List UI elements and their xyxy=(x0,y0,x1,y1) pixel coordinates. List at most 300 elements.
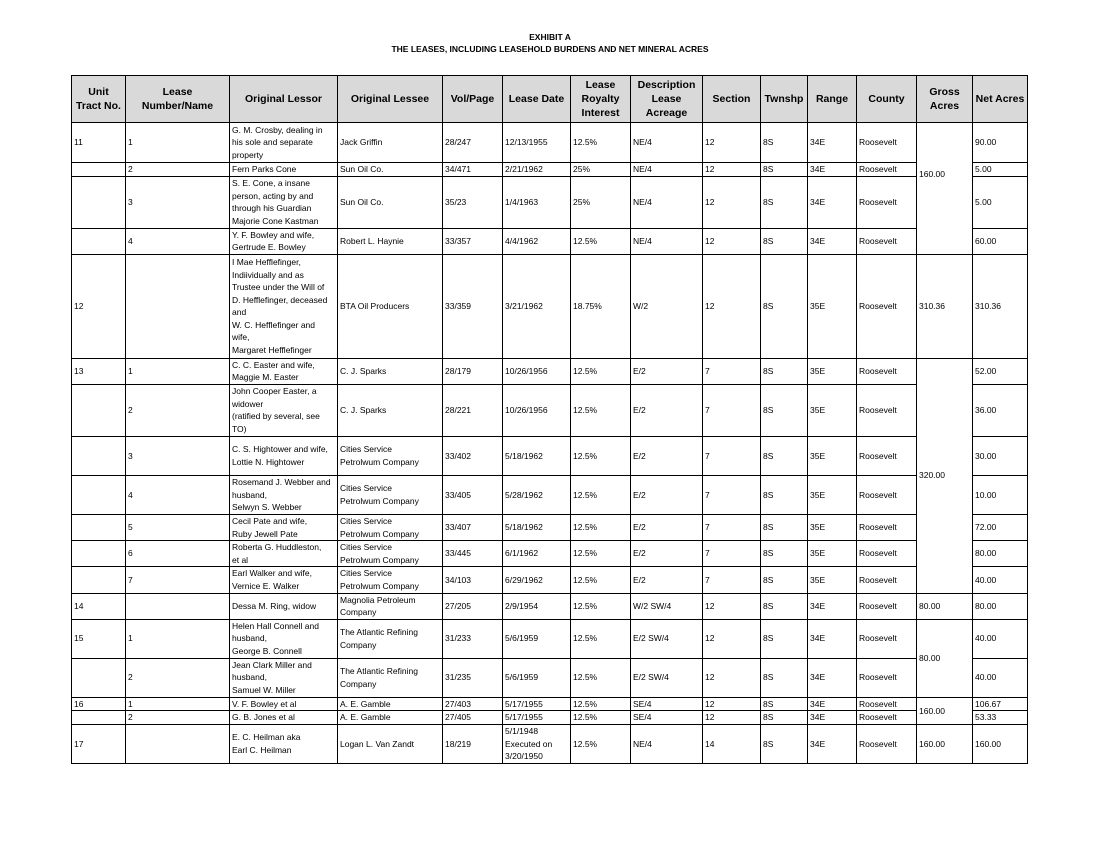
table-row xyxy=(72,697,1028,711)
cell-original-lessor-line: widower xyxy=(232,398,264,409)
cell-section: 7 xyxy=(703,514,761,540)
cell-section: 12 xyxy=(703,123,761,163)
cell-vol-page: 28/179 xyxy=(443,358,503,384)
cell-net-acres: 90.00 xyxy=(973,123,1028,163)
cell-original-lessor xyxy=(230,619,338,658)
cell-range: 34E xyxy=(808,163,857,177)
cell-county: Roosevelt xyxy=(857,384,917,436)
cell-lease-date xyxy=(503,697,571,711)
cell-original-lessee-line: Sun Oil Co. xyxy=(340,196,384,207)
cell-original-lessor-line: E. C. Heilman aka xyxy=(232,732,301,743)
cell-royalty: 12.5% xyxy=(571,384,631,436)
cell-lease-number: 6 xyxy=(126,541,230,567)
cell-county: Roosevelt xyxy=(857,176,917,228)
cell-original-lessor-line: TO) xyxy=(232,424,247,435)
cell-original-lessor-line: Fern Parks Cone xyxy=(232,164,297,174)
cell-original-lessor xyxy=(230,658,338,697)
cell-original-lessor-line: G. B. Jones et al xyxy=(232,712,295,723)
cell-original-lessor-line: Y. F. Bowley and wife, xyxy=(232,229,315,240)
cell-vol-page: 28/247 xyxy=(443,123,503,163)
table-row xyxy=(72,475,1028,514)
cell-lease-date-line: 5/17/1955 xyxy=(505,712,543,723)
cell-original-lessor xyxy=(230,436,338,475)
cell-royalty: 12.5% xyxy=(571,436,631,475)
header-text: Lease Acreage xyxy=(645,93,688,119)
cell-original-lessor-line: husband, xyxy=(232,633,267,644)
cell-description: NE/4 xyxy=(631,163,703,177)
cell-range: 34E xyxy=(808,724,857,763)
cell-twnshp: 8S xyxy=(761,541,808,567)
cell-original-lessor-line: and xyxy=(232,307,247,318)
cell-unit-tract xyxy=(72,475,126,514)
cell-original-lessee xyxy=(338,123,443,163)
cell-range: 34E xyxy=(808,711,857,725)
cell-county: Roosevelt xyxy=(857,475,917,514)
cell-unit-tract xyxy=(72,658,126,697)
cell-unit-tract: 13 xyxy=(72,358,126,384)
cell-vol-page: 18/219 xyxy=(443,724,503,763)
cell-net-acres: 40.00 xyxy=(973,619,1028,658)
cell-net-acres: 40.00 xyxy=(973,567,1028,593)
header-text: County xyxy=(868,93,905,105)
header-county xyxy=(857,76,917,123)
cell-section: 7 xyxy=(703,384,761,436)
cell-original-lessee-line: A. E. Gamble xyxy=(340,698,391,709)
cell-original-lessor-line: Ruby Jewell Pate xyxy=(232,528,298,539)
cell-original-lessor xyxy=(230,384,338,436)
cell-original-lessee-line: The Atlantic Refining xyxy=(340,627,418,638)
cell-lease-date xyxy=(503,176,571,228)
cell-net-acres: 80.00 xyxy=(973,593,1028,619)
cell-vol-page: 27/205 xyxy=(443,593,503,619)
cell-lease-date-line: 2/9/1954 xyxy=(505,600,539,611)
cell-original-lessor-line: Samuel W. Miller xyxy=(232,685,296,696)
cell-original-lessor xyxy=(230,254,338,358)
cell-original-lessee-line: BTA Oil Producers xyxy=(340,300,410,311)
cell-section: 14 xyxy=(703,724,761,763)
cell-original-lessor-line: Helen Hall Connell and xyxy=(232,620,319,631)
table-row xyxy=(72,567,1028,593)
cell-section: 7 xyxy=(703,358,761,384)
cell-original-lessor xyxy=(230,541,338,567)
cell-royalty: 25% xyxy=(571,176,631,228)
header-original-lessee xyxy=(338,76,443,123)
cell-county: Roosevelt xyxy=(857,163,917,177)
cell-lease-date xyxy=(503,619,571,658)
cell-range: 35E xyxy=(808,541,857,567)
cell-twnshp: 8S xyxy=(761,567,808,593)
cell-lease-date-line: 6/29/1962 xyxy=(505,574,543,585)
cell-lease-date-line: 5/6/1959 xyxy=(505,633,539,644)
cell-county: Roosevelt xyxy=(857,254,917,358)
header-twnshp xyxy=(761,76,808,123)
header-net-acres xyxy=(973,76,1028,123)
cell-original-lessee-line: Cities Service xyxy=(340,483,392,494)
cell-original-lessee-line: Company xyxy=(340,639,377,650)
cell-royalty: 25% xyxy=(571,163,631,177)
cell-unit-tract xyxy=(72,228,126,254)
cell-original-lessor xyxy=(230,514,338,540)
header-unit-tract xyxy=(72,76,126,123)
cell-unit-tract: 16 xyxy=(72,697,126,711)
header-text: Range xyxy=(815,93,849,105)
cell-lease-date-line: 6/1/1962 xyxy=(505,548,539,559)
cell-description: NE/4 xyxy=(631,176,703,228)
cell-vol-page: 33/402 xyxy=(443,436,503,475)
cell-section: 7 xyxy=(703,567,761,593)
cell-description: W/2 SW/4 xyxy=(631,593,703,619)
cell-original-lessor xyxy=(230,567,338,593)
cell-lease-number: 4 xyxy=(126,228,230,254)
cell-twnshp: 8S xyxy=(761,593,808,619)
cell-description: NE/4 xyxy=(631,724,703,763)
cell-original-lessor-line: Majorie Cone Kastman xyxy=(232,215,319,226)
cell-original-lessee xyxy=(338,228,443,254)
cell-lease-number xyxy=(126,724,230,763)
header-text: Original Lessee xyxy=(350,93,430,105)
cell-unit-tract: 12 xyxy=(72,254,126,358)
cell-gross-acres: 80.00 xyxy=(917,593,973,619)
cell-vol-page: 27/403 xyxy=(443,697,503,711)
cell-county: Roosevelt xyxy=(857,436,917,475)
cell-original-lessee xyxy=(338,254,443,358)
cell-section: 12 xyxy=(703,254,761,358)
cell-net-acres: 5.00 xyxy=(973,176,1028,228)
cell-vol-page: 34/103 xyxy=(443,567,503,593)
cell-vol-page: 31/235 xyxy=(443,658,503,697)
cell-lease-date xyxy=(503,228,571,254)
header-text: Royalty xyxy=(581,93,620,105)
cell-unit-tract xyxy=(72,436,126,475)
cell-vol-page: 33/359 xyxy=(443,254,503,358)
leases-table xyxy=(71,75,1028,764)
cell-county: Roosevelt xyxy=(857,593,917,619)
cell-original-lessee xyxy=(338,475,443,514)
cell-original-lessee-line: Robert L. Haynie xyxy=(340,235,404,246)
cell-unit-tract xyxy=(72,567,126,593)
header-text: Lease Date xyxy=(508,93,565,105)
cell-lease-date-line: 3/21/1962 xyxy=(505,300,543,311)
cell-section: 12 xyxy=(703,697,761,711)
header-text: Lease xyxy=(585,79,616,91)
cell-original-lessee xyxy=(338,436,443,475)
cell-lease-date-line: 10/26/1956 xyxy=(505,366,548,377)
cell-lease-date xyxy=(503,514,571,540)
cell-unit-tract xyxy=(72,514,126,540)
cell-range: 34E xyxy=(808,176,857,228)
cell-royalty: 12.5% xyxy=(571,697,631,711)
cell-description: E/2 xyxy=(631,541,703,567)
cell-royalty: 12.5% xyxy=(571,228,631,254)
header-lease-number xyxy=(126,76,230,123)
cell-twnshp: 8S xyxy=(761,123,808,163)
cell-original-lessor-line: V. F. Bowley et al xyxy=(232,698,297,709)
cell-original-lessee xyxy=(338,176,443,228)
cell-section: 12 xyxy=(703,619,761,658)
cell-original-lessee-line: Company xyxy=(340,607,377,618)
cell-original-lessor-line: I Mae Hefflefinger, xyxy=(232,256,301,267)
cell-section: 12 xyxy=(703,711,761,725)
cell-royalty: 12.5% xyxy=(571,658,631,697)
cell-description: NE/4 xyxy=(631,123,703,163)
title-line-2: THE LEASES, INCLUDING LEASEHOLD BURDENS AND NET MINERAL ACRES xyxy=(391,44,709,54)
cell-original-lessee-line: Cities Service xyxy=(340,568,392,579)
cell-lease-number: 2 xyxy=(126,658,230,697)
cell-original-lessee-line: Petrolwum Company xyxy=(340,580,419,591)
cell-original-lessor xyxy=(230,176,338,228)
cell-royalty: 12.5% xyxy=(571,567,631,593)
table-row xyxy=(72,711,1028,725)
cell-original-lessee-line: Petrolwum Company xyxy=(340,528,419,539)
cell-unit-tract xyxy=(72,711,126,725)
cell-original-lessor xyxy=(230,697,338,711)
cell-original-lessor-line: Vernice E. Walker xyxy=(232,580,300,591)
cell-twnshp: 8S xyxy=(761,475,808,514)
cell-county: Roosevelt xyxy=(857,697,917,711)
cell-vol-page: 33/357 xyxy=(443,228,503,254)
cell-original-lessee-line: C. J. Sparks xyxy=(340,405,387,416)
cell-gross-acres: 160.00 xyxy=(917,724,973,763)
cell-original-lessee-line: Cities Service xyxy=(340,542,392,553)
cell-royalty: 12.5% xyxy=(571,358,631,384)
cell-lease-date-line: 4/4/1962 xyxy=(505,235,539,246)
cell-lease-number: 1 xyxy=(126,697,230,711)
cell-original-lessor-line: Maggie M. Easter xyxy=(232,372,299,383)
cell-vol-page: 33/445 xyxy=(443,541,503,567)
header-original-lessor xyxy=(230,76,338,123)
cell-original-lessee-line: Sun Oil Co. xyxy=(340,164,384,174)
cell-original-lessor-line: George B. Connell xyxy=(232,646,302,657)
cell-unit-tract: 14 xyxy=(72,593,126,619)
cell-county: Roosevelt xyxy=(857,619,917,658)
cell-gross-acres: 160.00 xyxy=(917,123,973,255)
cell-net-acres: 30.00 xyxy=(973,436,1028,475)
cell-net-acres: 106.67 xyxy=(973,697,1028,711)
cell-original-lessor-line: person, acting by and xyxy=(232,190,314,201)
cell-original-lessee-line: C. J. Sparks xyxy=(340,366,387,377)
cell-gross-acres: 80.00 xyxy=(917,619,973,697)
cell-lease-date xyxy=(503,384,571,436)
cell-original-lessee xyxy=(338,658,443,697)
cell-unit-tract xyxy=(72,384,126,436)
cell-gross-acres: 160.00 xyxy=(917,697,973,724)
cell-lease-number: 4 xyxy=(126,475,230,514)
cell-description: E/2 SW/4 xyxy=(631,619,703,658)
cell-original-lessor-line: Cecil Pate and wife, xyxy=(232,515,308,526)
cell-royalty: 12.5% xyxy=(571,475,631,514)
cell-original-lessor-line: through his Guardian xyxy=(232,203,312,214)
cell-original-lessor xyxy=(230,358,338,384)
cell-original-lessee-line: Company xyxy=(340,678,377,689)
table-row xyxy=(72,436,1028,475)
table-row xyxy=(72,384,1028,436)
table-row xyxy=(72,228,1028,254)
cell-net-acres: 72.00 xyxy=(973,514,1028,540)
cell-lease-date xyxy=(503,724,571,763)
cell-net-acres: 40.00 xyxy=(973,658,1028,697)
cell-net-acres: 52.00 xyxy=(973,358,1028,384)
cell-net-acres: 160.00 xyxy=(973,724,1028,763)
cell-original-lessor-line: husband, xyxy=(232,489,267,500)
cell-twnshp: 8S xyxy=(761,514,808,540)
cell-original-lessor-line: Lottie N. Hightower xyxy=(232,456,305,467)
cell-lease-date xyxy=(503,358,571,384)
cell-original-lessor xyxy=(230,163,338,177)
cell-original-lessor-line: Roberta G. Huddleston, xyxy=(232,542,322,553)
cell-twnshp: 8S xyxy=(761,176,808,228)
cell-net-acres: 310.36 xyxy=(973,254,1028,358)
cell-original-lessee-line: Cities Service xyxy=(340,515,392,526)
cell-original-lessor-line: Margaret Hefflefinger xyxy=(232,345,312,356)
cell-range: 35E xyxy=(808,514,857,540)
table-row xyxy=(72,163,1028,177)
cell-original-lessor-line: Earl C. Heilman xyxy=(232,744,292,755)
cell-original-lessee-line: Cities Service xyxy=(340,444,392,455)
cell-original-lessee-line: A. E. Gamble xyxy=(340,712,391,723)
header-vol-page xyxy=(443,76,503,123)
cell-original-lessor-line: Gertrude E. Bowley xyxy=(232,242,306,253)
header-gross-acres xyxy=(917,76,973,123)
cell-original-lessee xyxy=(338,384,443,436)
cell-range: 35E xyxy=(808,436,857,475)
cell-vol-page: 33/407 xyxy=(443,514,503,540)
cell-original-lessor-line: John Cooper Easter, a xyxy=(232,386,317,397)
cell-twnshp: 8S xyxy=(761,711,808,725)
cell-description: E/2 xyxy=(631,384,703,436)
cell-county: Roosevelt xyxy=(857,541,917,567)
header-lease-date xyxy=(503,76,571,123)
cell-twnshp: 8S xyxy=(761,436,808,475)
cell-section: 12 xyxy=(703,163,761,177)
cell-original-lessor-line: (ratified by several, see xyxy=(232,411,320,422)
cell-twnshp: 8S xyxy=(761,228,808,254)
cell-lease-date-line: 3/20/1950 xyxy=(505,751,543,762)
cell-lease-date-line: 10/26/1956 xyxy=(505,405,548,416)
cell-county: Roosevelt xyxy=(857,228,917,254)
cell-range: 34E xyxy=(808,619,857,658)
cell-lease-date xyxy=(503,658,571,697)
cell-original-lessor xyxy=(230,475,338,514)
cell-section: 7 xyxy=(703,475,761,514)
cell-original-lessee-line: Petrolwum Company xyxy=(340,456,419,467)
cell-vol-page: 27/405 xyxy=(443,711,503,725)
table-row xyxy=(72,254,1028,358)
cell-vol-page: 28/221 xyxy=(443,384,503,436)
cell-net-acres: 53.33 xyxy=(973,711,1028,725)
cell-description: SE/4 xyxy=(631,697,703,711)
cell-royalty: 12.5% xyxy=(571,593,631,619)
cell-original-lessor-line: Dessa M. Ring, widow xyxy=(232,600,317,611)
cell-original-lessee xyxy=(338,724,443,763)
cell-lease-date-line: 5/6/1959 xyxy=(505,672,539,683)
table-row xyxy=(72,358,1028,384)
cell-county: Roosevelt xyxy=(857,123,917,163)
cell-twnshp: 8S xyxy=(761,658,808,697)
cell-lease-date xyxy=(503,436,571,475)
cell-original-lessee xyxy=(338,697,443,711)
cell-original-lessee-line: Jack Griffin xyxy=(340,137,383,148)
cell-net-acres: 60.00 xyxy=(973,228,1028,254)
table-row xyxy=(72,176,1028,228)
cell-lease-date-line: 5/28/1962 xyxy=(505,489,543,500)
cell-lease-number: 2 xyxy=(126,711,230,725)
cell-net-acres: 36.00 xyxy=(973,384,1028,436)
table-row xyxy=(72,658,1028,697)
header-text: Vol/Page xyxy=(450,93,495,105)
cell-lease-number: 3 xyxy=(126,436,230,475)
cell-original-lessor xyxy=(230,228,338,254)
header-text: Twnshp xyxy=(764,93,804,105)
cell-lease-number: 2 xyxy=(126,163,230,177)
cell-original-lessor-line: property xyxy=(232,149,264,160)
cell-original-lessor xyxy=(230,724,338,763)
cell-unit-tract: 11 xyxy=(72,123,126,163)
cell-lease-date-line: 5/18/1962 xyxy=(505,450,543,461)
cell-original-lessor-line: W. C. Hefflefinger and xyxy=(232,319,315,330)
cell-original-lessor-line: his sole and separate xyxy=(232,137,313,148)
cell-original-lessee-line: Magnolia Petroleum xyxy=(340,594,416,605)
cell-description: E/2 xyxy=(631,475,703,514)
cell-original-lessor-line: et al xyxy=(232,554,249,565)
cell-original-lessor xyxy=(230,593,338,619)
cell-county: Roosevelt xyxy=(857,567,917,593)
cell-original-lessor-line: S. E. Cone, a insane xyxy=(232,177,310,188)
cell-royalty: 12.5% xyxy=(571,711,631,725)
cell-range: 34E xyxy=(808,228,857,254)
cell-description: E/2 xyxy=(631,436,703,475)
cell-net-acres: 80.00 xyxy=(973,541,1028,567)
header-text: Tract No. xyxy=(76,100,121,112)
header-text: Gross xyxy=(929,86,960,98)
cell-section: 7 xyxy=(703,436,761,475)
cell-unit-tract xyxy=(72,163,126,177)
table-row xyxy=(72,724,1028,763)
cell-lease-date xyxy=(503,475,571,514)
header-section xyxy=(703,76,761,123)
cell-lease-date-line: 5/18/1962 xyxy=(505,522,543,533)
cell-lease-number: 1 xyxy=(126,123,230,163)
title-line-1: EXHIBIT A xyxy=(529,32,571,42)
cell-original-lessee xyxy=(338,711,443,725)
cell-lease-date xyxy=(503,593,571,619)
cell-original-lessor-line: Trustee under the Will of xyxy=(232,282,325,293)
cell-net-acres: 5.00 xyxy=(973,163,1028,177)
cell-royalty: 12.5% xyxy=(571,514,631,540)
cell-lease-number: 7 xyxy=(126,567,230,593)
cell-original-lessee-line: The Atlantic Refining xyxy=(340,666,418,677)
cell-lease-number: 3 xyxy=(126,176,230,228)
cell-net-acres: 10.00 xyxy=(973,475,1028,514)
cell-lease-date xyxy=(503,711,571,725)
cell-range: 35E xyxy=(808,567,857,593)
cell-twnshp: 8S xyxy=(761,163,808,177)
cell-section: 12 xyxy=(703,176,761,228)
cell-description: W/2 xyxy=(631,254,703,358)
cell-range: 34E xyxy=(808,123,857,163)
cell-original-lessor-line: Jean Clark Miller and xyxy=(232,659,312,670)
cell-original-lessor-line: Indiividually and as xyxy=(232,269,304,280)
cell-original-lessor-line: C. C. Easter and wife, xyxy=(232,359,315,370)
cell-lease-date xyxy=(503,163,571,177)
cell-twnshp: 8S xyxy=(761,697,808,711)
cell-lease-date xyxy=(503,123,571,163)
cell-original-lessor-line: wife, xyxy=(232,332,250,343)
cell-range: 34E xyxy=(808,658,857,697)
cell-original-lessee-line: Logan L. Van Zandt xyxy=(340,738,415,749)
cell-original-lessee xyxy=(338,619,443,658)
header-range xyxy=(808,76,857,123)
cell-twnshp: 8S xyxy=(761,724,808,763)
